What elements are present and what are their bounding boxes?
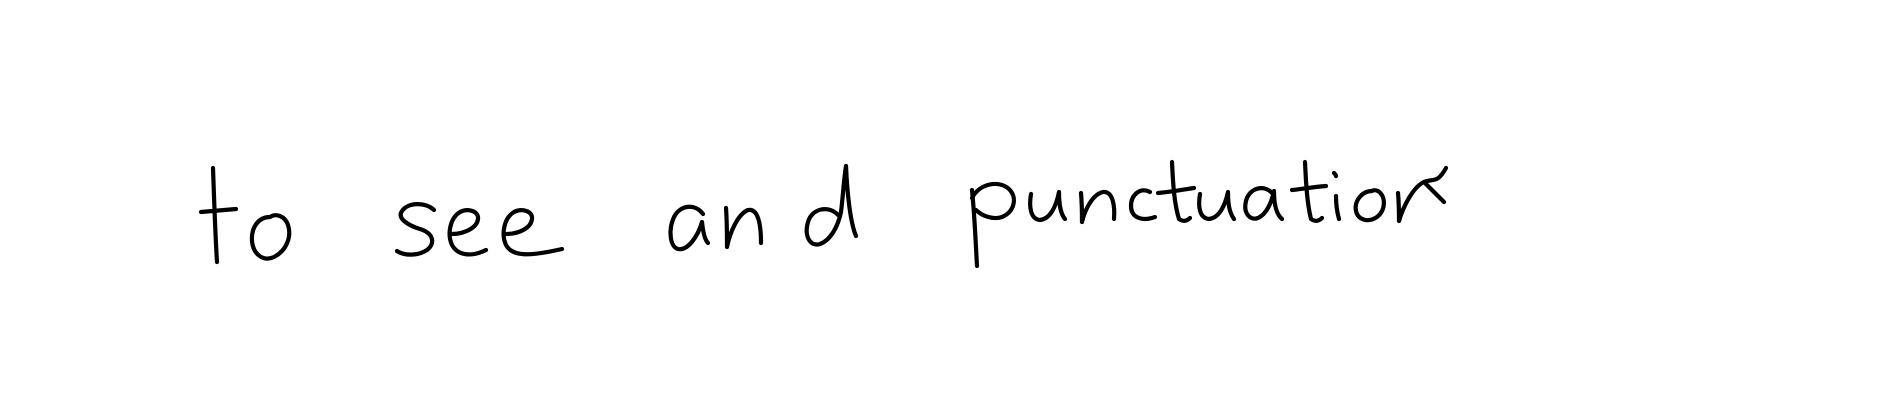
handwritten-word-punctuation bbox=[972, 162, 1446, 266]
handwritten-word-see bbox=[397, 204, 562, 255]
handwritten-word-and bbox=[671, 166, 856, 249]
handwritten-word-to bbox=[201, 168, 289, 262]
